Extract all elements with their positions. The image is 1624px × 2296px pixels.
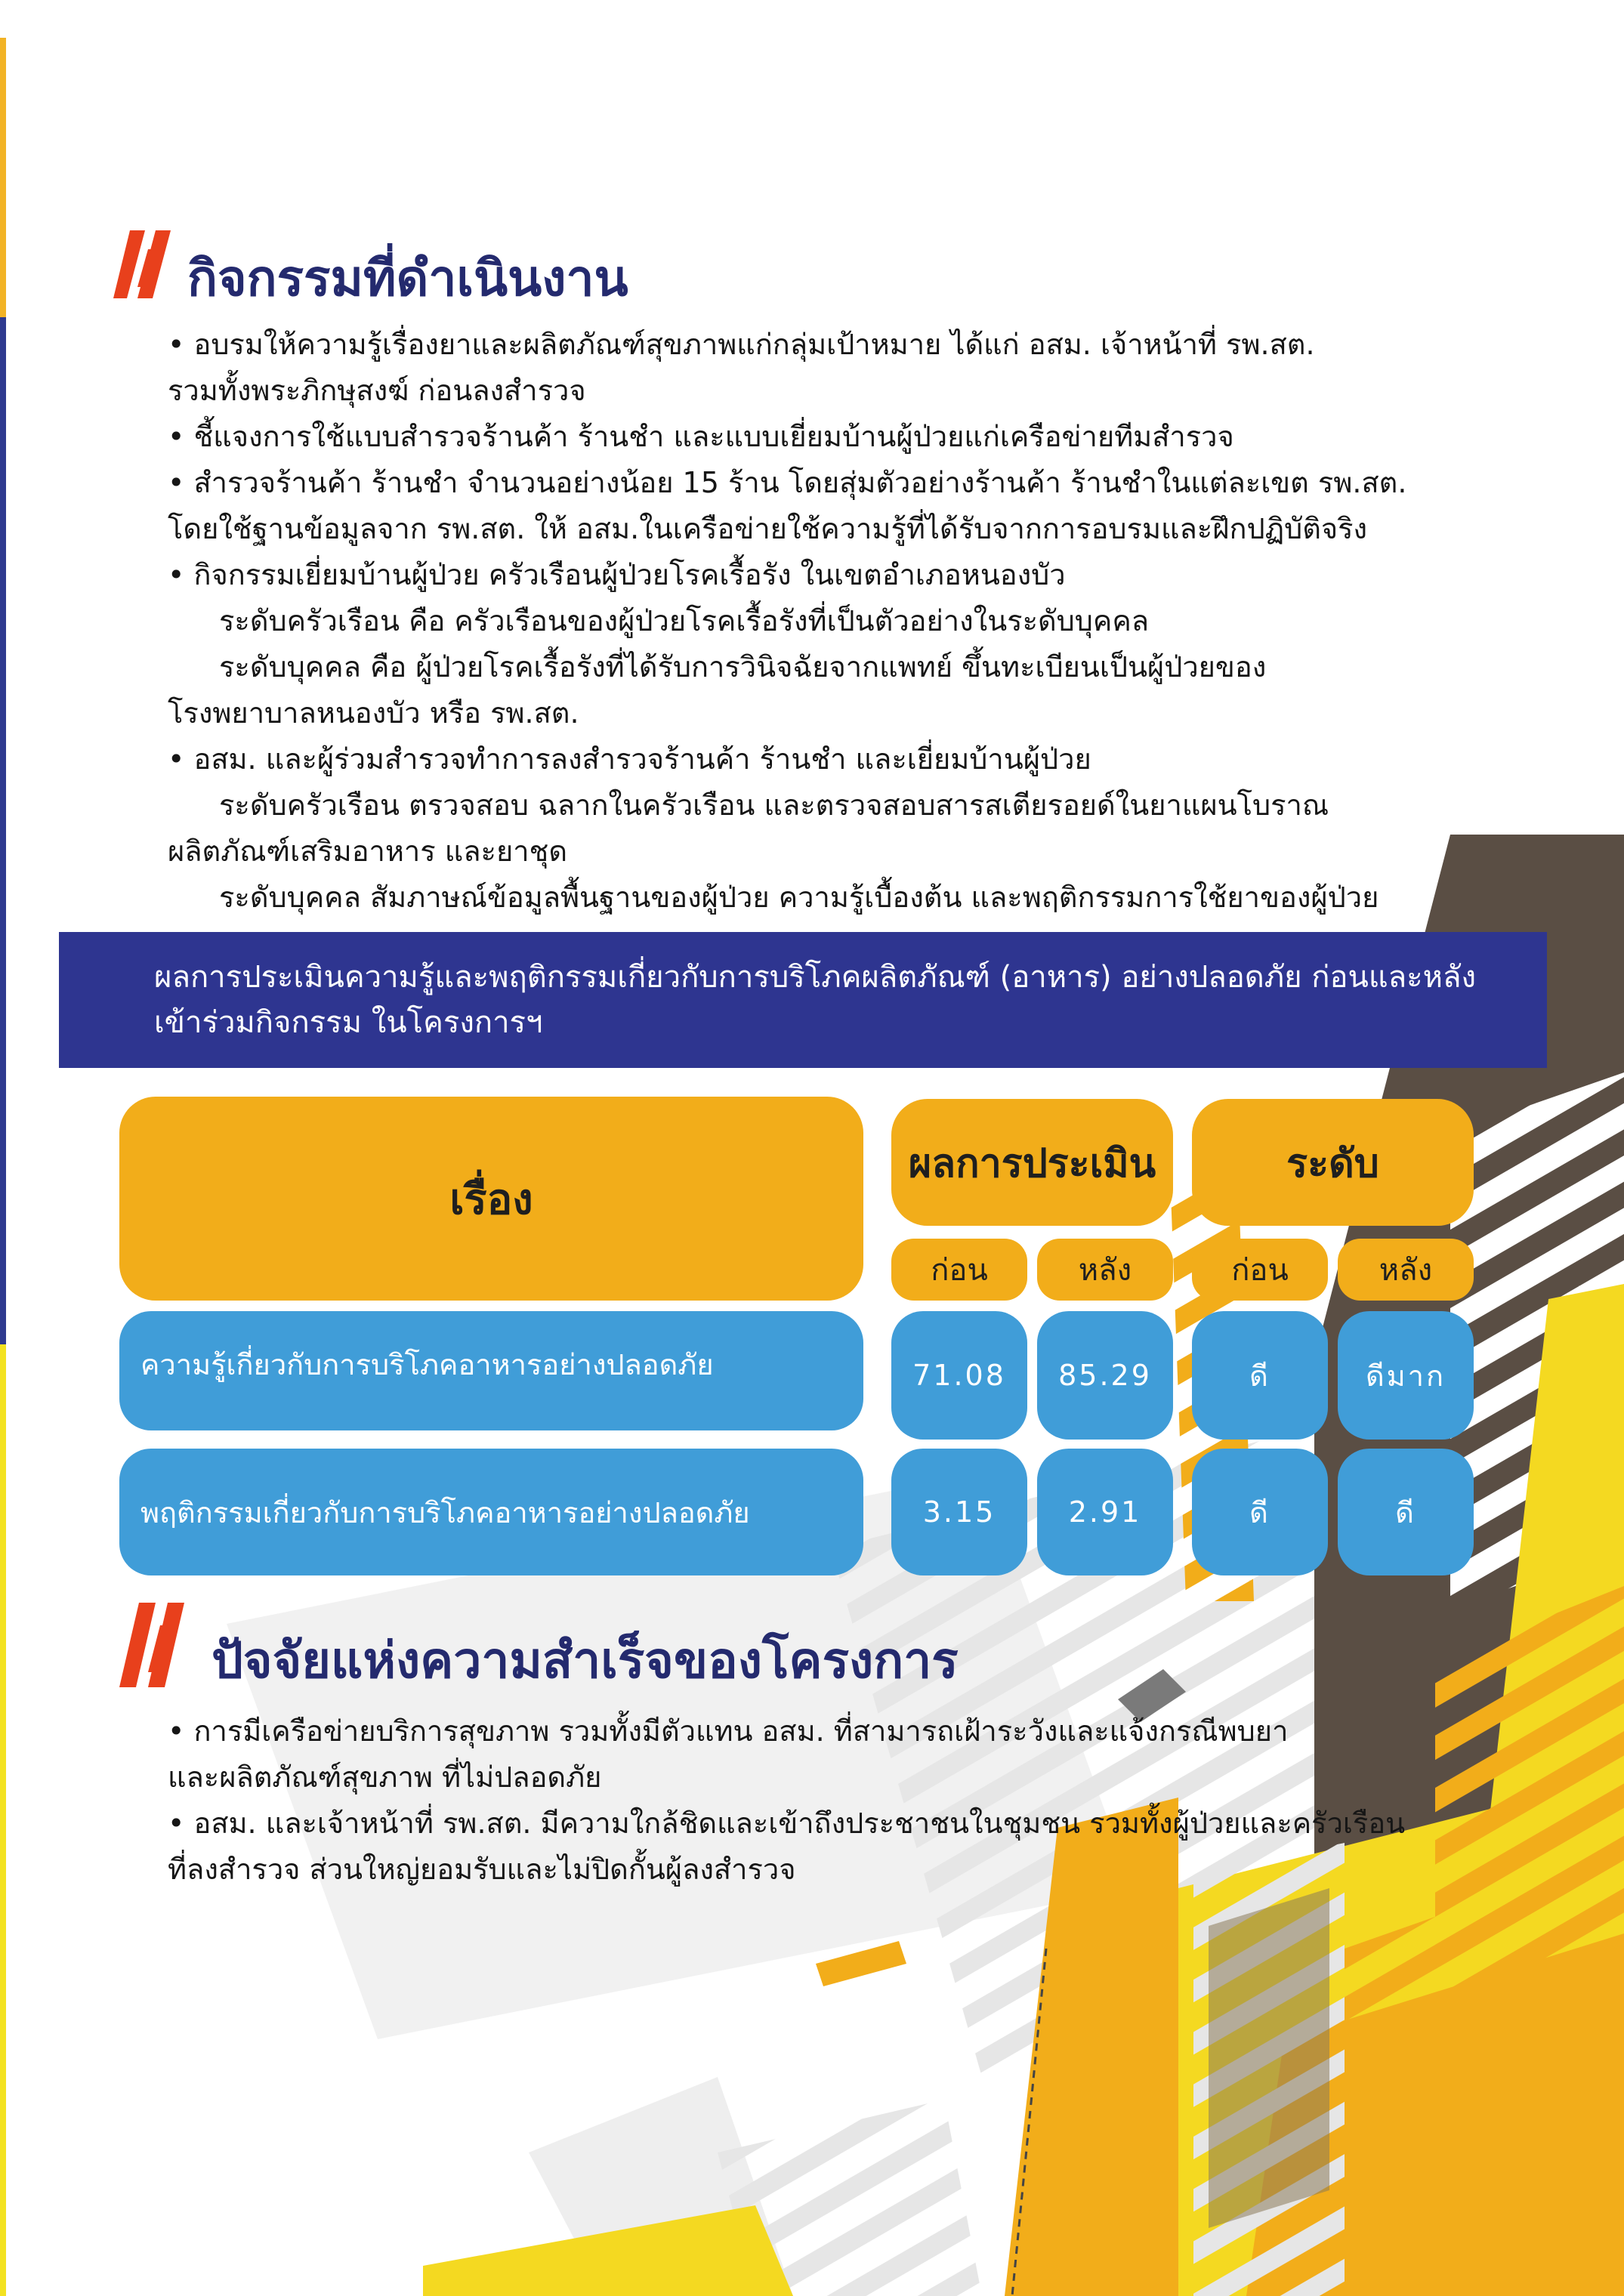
activities-line: • อบรมให้ความรู้เรื่องยาและผลิตภัณฑ์สุขภาพแก่กลุ่มเป้าหมาย ได้แก่ อสม. เจ้าหน้าที่ รพ.สต. — [168, 328, 1315, 361]
activities-line: โดยใช้ฐานข้อมูลจาก รพ.สต. ให้ อสม.ในเครือข่ายใช้ความรู้ที่ได้รับจากการอบรมและฝึกปฏิบัติจริง — [168, 512, 1368, 545]
success-line: ที่ลงสำรวจ ส่วนใหญ่ยอมรับและไม่ปิดกั้นผู้ลงสำรวจ — [168, 1853, 796, 1886]
table-header-result: ผลการประเมิน — [891, 1099, 1173, 1226]
table-cell-score-before: 3.15 — [891, 1449, 1027, 1575]
table-cell-level-before: ดี — [1192, 1449, 1328, 1575]
table-row-topic: ความรู้เกี่ยวกับการบริโภคอาหารอย่างปลอดภัย — [119, 1311, 863, 1430]
activities-text — [168, 322, 1477, 921]
success-line: • อสม. และเจ้าหน้าที่ รพ.สต. มีความใกล้ชิดและเข้าถึงประชาชนในชุมชน รวมทั้งผู้ป่วยและครัวเรือน — [168, 1807, 1406, 1840]
activities-line: • สำรวจร้านค้า ร้านชำ จำนวนอย่างน้อย 15 ร้าน โดยสุ่มตัวอย่างร้านค้า ร้านชำในแต่ละเขต รพ.สต. — [168, 466, 1407, 499]
section-title-success-factors: ปัจจัยแห่งความสำเร็จของโครงการ — [211, 1631, 959, 1690]
table-row-topic: พฤติกรรมเกี่ยวกับการบริโภคอาหารอย่างปลอดภัย — [119, 1449, 863, 1575]
table-header-topic: เรื่อง — [119, 1097, 863, 1301]
activities-line: โรงพยาบาลหนองบัว หรือ รพ.สต. — [168, 696, 579, 730]
activities-line: รวมทั้งพระภิกษุสงฆ์ ก่อนลงสำรวจ — [168, 374, 586, 407]
table-cell-level-before: ดี — [1192, 1311, 1328, 1440]
subheader-result-after: หลัง — [1037, 1239, 1173, 1301]
activities-line: ระดับบุคคล คือ ผู้ป่วยโรคเรื้อรังที่ได้รับการวินิจฉัยจากแพทย์ ขึ้นทะเบียนเป็นผู้ป่วยของ — [219, 650, 1267, 684]
title-slash-icon — [113, 230, 180, 298]
activities-line: ระดับครัวเรือน คือ ครัวเรือนของผู้ป่วยโรคเรื้อรังที่เป็นตัวอย่างในระดับบุคคล — [219, 604, 1150, 637]
success-line: และผลิตภัณฑ์สุขภาพ ที่ไม่ปลอดภัย — [168, 1761, 602, 1794]
table-header-level: ระดับ — [1192, 1099, 1474, 1226]
table-cell-score-after: 85.29 — [1037, 1311, 1173, 1440]
activities-line: • ชี้แจงการใช้แบบสำรวจร้านค้า ร้านชำ และแบบเยี่ยมบ้านผู้ป่วยแก่เครือข่ายทีมสำรวจ — [168, 420, 1234, 453]
banner-line: เข้าร่วมกิจกรรม ในโครงการฯ — [154, 1005, 543, 1040]
subheader-result-before: ก่อน — [891, 1239, 1027, 1301]
subheader-level-after: หลัง — [1338, 1239, 1474, 1301]
table-cell-level-after: ดี — [1338, 1449, 1474, 1575]
activities-line: ระดับครัวเรือน ตรวจสอบ ฉลากในครัวเรือน และตรวจสอบสารสเตียรอยด์ในยาแผนโบราณ — [219, 788, 1329, 822]
success-line: • การมีเครือข่ายบริการสุขภาพ รวมทั้งมีตัวแทน อสม. ที่สามารถเฝ้าระวังและแจ้งกรณีพบยา — [168, 1714, 1289, 1748]
activities-line: ระดับบุคคล สัมภาษณ์ข้อมูลพื้นฐานของผู้ป่วย ความรู้เบื้องต้น และพฤติกรรมการใช้ยาของผู้ป่วย — [219, 881, 1379, 914]
table-cell-score-after: 2.91 — [1037, 1449, 1173, 1575]
activities-line: ผลิตภัณฑ์เสริมอาหาร และยาชุด — [168, 835, 568, 868]
evaluation-banner — [59, 932, 1547, 1068]
subheader-level-before: ก่อน — [1192, 1239, 1328, 1301]
success-factors-text — [168, 1708, 1477, 1893]
title-slash-icon — [119, 1603, 193, 1687]
activities-line: • กิจกรรมเยี่ยมบ้านผู้ป่วย ครัวเรือนผู้ป่วยโรคเรื้อรัง ในเขตอำเภอหนองบัว — [168, 558, 1066, 591]
table-cell-score-before: 71.08 — [891, 1311, 1027, 1440]
section-title-activities: กิจกรรมที่ดำเนินงาน — [187, 249, 628, 307]
evaluation-banner-text — [154, 955, 1514, 1045]
table-cell-level-after: ดีมาก — [1338, 1311, 1474, 1440]
activities-line: • อสม. และผู้ร่วมสำรวจทำการลงสำรวจร้านค้า ร้านชำ และเยี่ยมบ้านผู้ป่วย — [168, 742, 1091, 776]
banner-line: ผลการประเมินความรู้และพฤติกรรมเกี่ยวกับการบริโภคผลิตภัณฑ์ (อาหาร) อย่างปลอดภัย ก่อนและหลัง — [154, 960, 1477, 995]
